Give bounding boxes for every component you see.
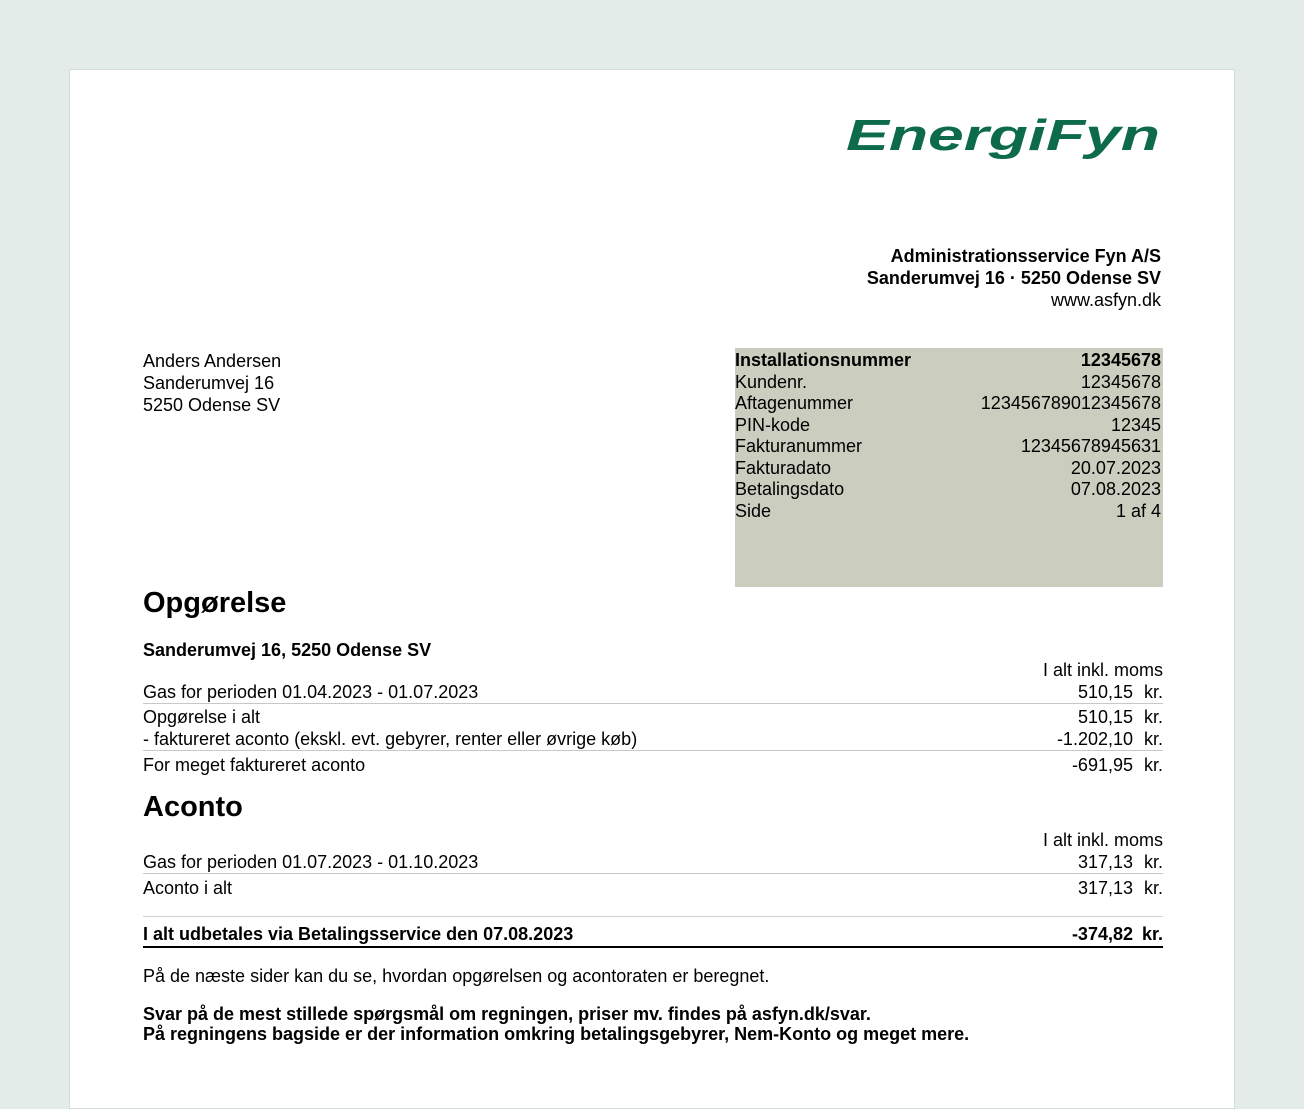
sender-address: Sanderumvej 16 · 5250 Odense SV — [866, 268, 1161, 288]
total-amount: -374,82 — [1071, 924, 1133, 944]
row-unit: kr. — [1143, 852, 1163, 872]
row-amount: 510,15 — [1077, 707, 1133, 727]
svg-text:EnergiFyn: EnergiFyn — [846, 111, 1160, 160]
info-label: Kundenr. — [735, 371, 808, 392]
info-value: 07.08.2023 — [1070, 479, 1161, 499]
opgorelse-column-header: I alt inkl. moms — [1042, 660, 1163, 680]
info-row — [735, 415, 1163, 437]
info-row — [735, 372, 1163, 394]
row-amount: -1.202,10 — [1056, 729, 1133, 749]
recipient-city: 5250 Odense SV — [143, 395, 281, 415]
info-value: 12345678945631 — [1020, 436, 1161, 456]
statement-row — [143, 706, 1163, 728]
info-label: Fakturadato — [735, 457, 832, 478]
info-value: 12345 — [1110, 414, 1161, 435]
info-label: PIN-kode — [735, 414, 811, 435]
statement-row — [143, 728, 1163, 750]
row-label: Opgørelse i alt — [143, 707, 261, 727]
recipient-block — [143, 350, 281, 416]
statement-row — [143, 877, 1163, 899]
faq-block — [143, 1004, 1163, 1044]
row-divider — [143, 873, 1163, 874]
row-label: Gas for perioden 01.07.2023 - 01.10.2023 — [143, 852, 479, 872]
sender-company: Administrationsservice Fyn A/S — [890, 246, 1161, 266]
row-label: For meget faktureret aconto — [143, 755, 366, 775]
row-unit: kr. — [1143, 755, 1163, 775]
info-row — [735, 458, 1163, 480]
info-value: 12345678 — [1080, 350, 1161, 370]
total-label: I alt udbetales via Betalingsservice den 07.08.2023 — [143, 924, 574, 944]
opgorelse-title: Opgørelse — [143, 587, 287, 619]
row-unit: kr. — [1143, 878, 1163, 898]
energifyn-logo — [842, 110, 1162, 164]
recipient-name: Anders Andersen — [143, 351, 282, 371]
total-unit: kr. — [1141, 924, 1163, 944]
row-divider — [143, 703, 1163, 704]
info-value: 123456789012345678 — [980, 393, 1161, 413]
invoice-page — [69, 69, 1235, 1109]
statement-row — [143, 754, 1163, 776]
info-row — [735, 479, 1163, 501]
row-unit: kr. — [1143, 682, 1163, 702]
info-value: 12345678 — [1080, 371, 1161, 392]
row-unit: kr. — [1143, 729, 1163, 749]
statement-row — [143, 681, 1163, 703]
row-label: Aconto i alt — [143, 878, 233, 898]
statement-row — [143, 851, 1163, 873]
aconto-title: Aconto — [143, 791, 243, 823]
recipient-street: Sanderumvej 16 — [143, 373, 275, 393]
info-label: Betalingsdato — [735, 479, 845, 499]
row-amount: 317,13 — [1077, 878, 1133, 898]
info-row — [735, 501, 1163, 523]
row-amount: 510,15 — [1077, 682, 1133, 702]
invoice-info-box — [735, 348, 1163, 587]
row-amount: 317,13 — [1077, 852, 1133, 872]
explanation-note: På de næste sider kan du se, hvordan opgørelsen og acontoraten er beregnet. — [143, 966, 770, 986]
row-label: Gas for perioden 01.04.2023 - 01.07.2023 — [143, 682, 479, 702]
faq-line: På regningens bagside er der information omkring betalingsgebyrer, Nem-Konto og meget mere. — [143, 1024, 970, 1044]
info-row — [735, 393, 1163, 415]
statement-content — [143, 580, 1163, 1044]
faq-line: Svar på de mest stillede spørgsmål om regningen, priser mv. findes på asfyn.dk/svar. — [143, 1004, 871, 1024]
sender-block — [867, 245, 1161, 311]
info-row — [735, 350, 1163, 372]
info-label: Installationsnummer — [735, 350, 912, 370]
info-label: Aftagenummer — [735, 393, 854, 413]
aconto-column-header: I alt inkl. moms — [1042, 830, 1163, 850]
row-unit: kr. — [1143, 707, 1163, 727]
row-label: - faktureret aconto (ekskl. evt. gebyrer, renter eller øvrige køb) — [143, 729, 638, 749]
info-label: Side — [735, 500, 772, 521]
row-amount: -691,95 — [1071, 755, 1133, 775]
row-divider — [143, 750, 1163, 751]
info-row — [735, 436, 1163, 458]
info-label: Fakturanummer — [735, 436, 863, 456]
info-value: 1 af 4 — [1115, 500, 1161, 521]
total-payout-row — [143, 916, 1163, 948]
sender-website: www.asfyn.dk — [1050, 290, 1161, 310]
info-value: 20.07.2023 — [1070, 457, 1161, 478]
opgorelse-address: Sanderumvej 16, 5250 Odense SV — [143, 640, 432, 660]
